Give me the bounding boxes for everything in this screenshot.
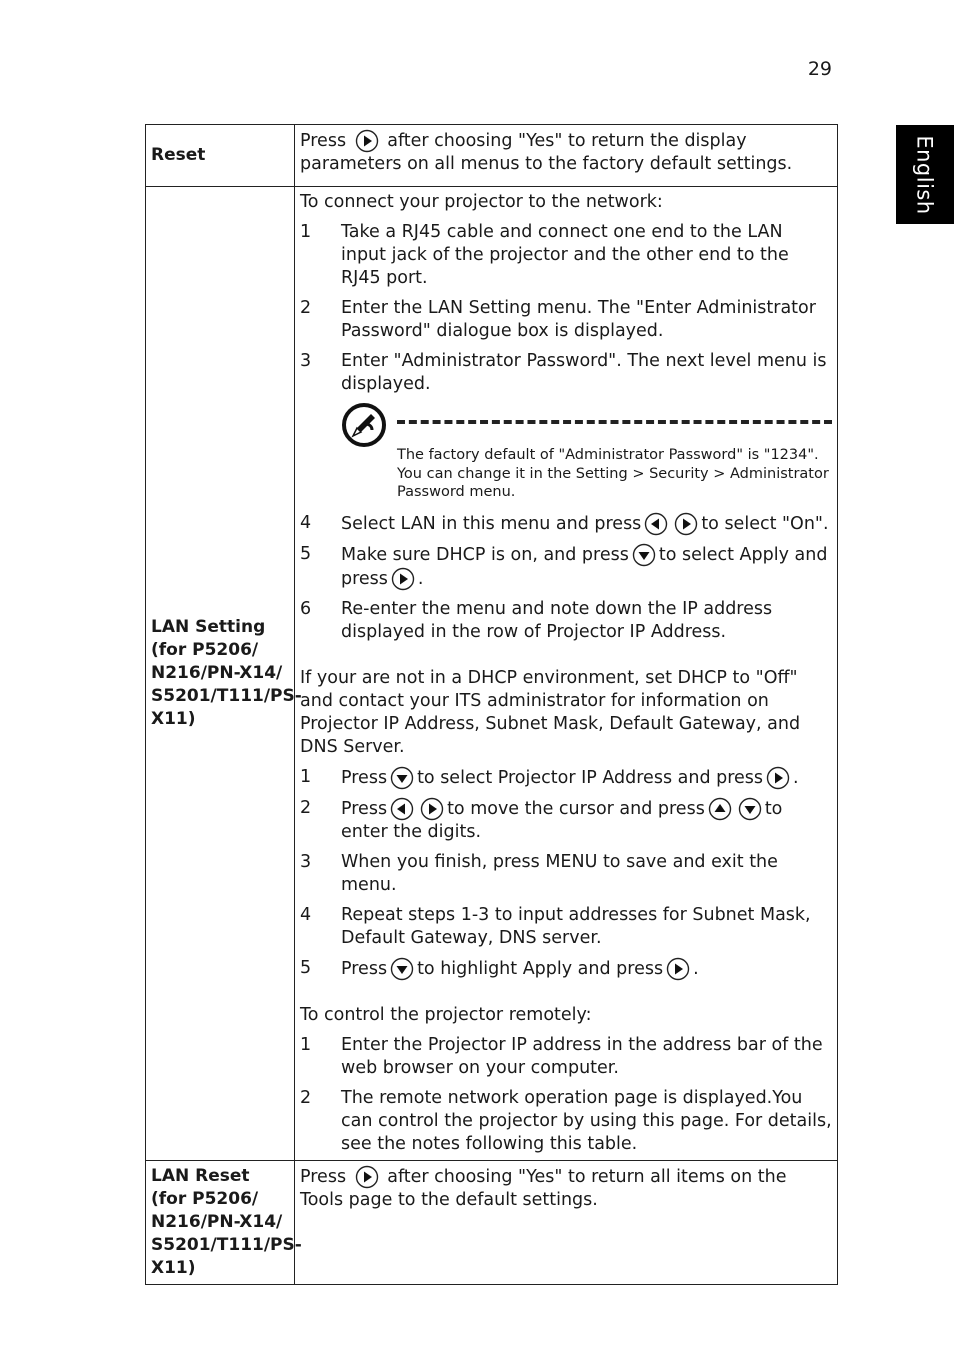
list-item xyxy=(300,1034,832,1080)
right-arrow-button-icon xyxy=(666,957,690,981)
down-arrow-button-icon xyxy=(738,797,762,821)
settings-table xyxy=(145,124,838,1285)
row-desc-reset xyxy=(295,125,838,187)
step-text: Enter "Administrator Password". The next level menu is displayed. xyxy=(341,351,827,394)
row-label-lan-setting: LAN Setting (for P5206/ N216/PN-X14/ S5201/T111/PS-X11) xyxy=(146,187,295,1161)
step-number: 1 xyxy=(300,222,312,242)
step-text-part: to select Projector IP Address and press xyxy=(417,767,764,788)
lan-reset-text-pre: Press xyxy=(300,1166,347,1187)
list-item xyxy=(300,350,832,396)
language-side-tab-label: English xyxy=(913,134,938,215)
step-number: 4 xyxy=(300,512,312,533)
step-text-part: . xyxy=(793,767,799,788)
row-desc-lan-reset xyxy=(295,1160,838,1284)
right-arrow-button-icon xyxy=(355,1165,379,1189)
step-text xyxy=(341,766,832,790)
note-divider xyxy=(397,420,832,424)
step-text-part: to highlight Apply and press xyxy=(417,958,664,979)
right-arrow-button-icon xyxy=(674,512,698,536)
list-item xyxy=(300,766,832,790)
list-item xyxy=(300,598,832,644)
list-item xyxy=(300,797,832,844)
step-number: 1 xyxy=(300,1034,312,1055)
reset-text-pre: Press xyxy=(300,131,347,151)
step-text-part: Press xyxy=(341,767,388,788)
step-number: 3 xyxy=(300,351,312,371)
reset-text-post: after choosing "Yes" to return the display parameters on all menus to the factory default settings. xyxy=(300,131,793,174)
step-text-part: Make sure DHCP is on, and press xyxy=(341,544,629,565)
right-arrow-button-icon xyxy=(420,797,444,821)
step-text-part: Press xyxy=(341,798,388,819)
step-text: Enter the Projector IP address in the address bar of the web browser on your computer. xyxy=(341,1034,823,1078)
step-number: 2 xyxy=(300,1087,312,1108)
step-text: When you finish, press MENU to save and exit the menu. xyxy=(341,851,778,895)
note-box xyxy=(341,402,832,502)
remote-intro: To control the projector remotely: xyxy=(300,1004,592,1025)
step-text-part: Press xyxy=(341,958,388,979)
left-arrow-button-icon xyxy=(644,512,668,536)
down-arrow-button-icon xyxy=(632,543,656,567)
language-side-tab xyxy=(896,125,954,224)
step-number: 3 xyxy=(300,851,312,872)
lan-reset-text-post: after choosing "Yes" to return all items on the Tools page to the default settings. xyxy=(300,1166,787,1210)
row-desc-lan-setting xyxy=(295,187,838,1161)
lan-intro: To connect your projector to the network: xyxy=(300,192,663,212)
right-arrow-button-icon xyxy=(391,567,415,591)
step-number: 4 xyxy=(300,904,312,925)
step-text-part: to enter the digits. xyxy=(341,798,783,842)
step-text-part: . xyxy=(693,958,699,979)
step-text: Re-enter the menu and note down the IP address displayed in the row of Projector IP Address. xyxy=(341,598,773,642)
step-number: 6 xyxy=(300,598,312,619)
note-pen-icon xyxy=(341,402,397,502)
no-dhcp-intro: If your are not in a DHCP environment, set DHCP to "Off" and contact your ITS administrator for information on Projector IP Address, Subnet Mask, Default Gateway, and DNS Server. xyxy=(300,667,801,757)
step-text: Enter the LAN Setting menu. The "Enter Administrator Password" dialogue box is displayed. xyxy=(341,298,816,341)
step-text xyxy=(341,543,832,591)
list-item xyxy=(300,512,832,536)
lan-config-steps xyxy=(300,512,832,644)
step-text: The remote network operation page is displayed.You can control the projector by using this page. For details, see the notes following this table. xyxy=(341,1087,832,1154)
step-number: 2 xyxy=(300,797,312,818)
note-body xyxy=(397,402,832,502)
list-item xyxy=(300,297,832,343)
row-label-lan-reset: LAN Reset (for P5206/ N216/PN-X14/ S5201/T111/PS-X11) xyxy=(146,1160,295,1284)
step-number: 5 xyxy=(300,543,312,564)
row-label-reset: Reset xyxy=(146,125,295,187)
step-text-part: to select Apply and press xyxy=(341,544,828,589)
step-text-part: to select "On". xyxy=(701,513,829,534)
step-text xyxy=(341,797,832,844)
list-item xyxy=(300,221,832,290)
step-text: Repeat steps 1-3 to input addresses for Subnet Mask, Default Gateway, DNS server. xyxy=(341,904,811,948)
step-text-part: Select LAN in this menu and press xyxy=(341,513,642,534)
table-row-lan-reset xyxy=(146,1160,838,1284)
table-row-lan-setting xyxy=(146,187,838,1161)
right-arrow-button-icon xyxy=(355,129,379,153)
step-text-part: . xyxy=(417,568,424,589)
step-text xyxy=(341,957,832,981)
step-text xyxy=(341,512,832,536)
left-arrow-button-icon xyxy=(390,797,414,821)
note-text: The factory default of "Administrator Password" is "1234". You can change it in the Setting > Security > Administrator Password menu. xyxy=(397,447,829,500)
list-item xyxy=(300,957,832,981)
list-item xyxy=(300,904,832,950)
list-item xyxy=(300,1087,832,1156)
table-row-reset xyxy=(146,125,838,187)
step-text-part: to move the cursor and press xyxy=(447,798,705,819)
remote-steps xyxy=(300,1034,832,1156)
step-number: 1 xyxy=(300,766,312,787)
step-number: 2 xyxy=(300,298,312,318)
step-text: Take a RJ45 cable and connect one end to the LAN input jack of the projector and the other end to the RJ45 port. xyxy=(341,222,789,288)
list-item xyxy=(300,851,832,897)
lan-connect-steps xyxy=(300,221,832,396)
up-arrow-button-icon xyxy=(708,797,732,821)
down-arrow-button-icon xyxy=(390,957,414,981)
manual-ip-steps xyxy=(300,766,832,981)
list-item xyxy=(300,543,832,591)
step-number: 5 xyxy=(300,957,312,978)
down-arrow-button-icon xyxy=(390,766,414,790)
page-number: 29 xyxy=(807,58,832,80)
right-arrow-button-icon xyxy=(766,766,790,790)
